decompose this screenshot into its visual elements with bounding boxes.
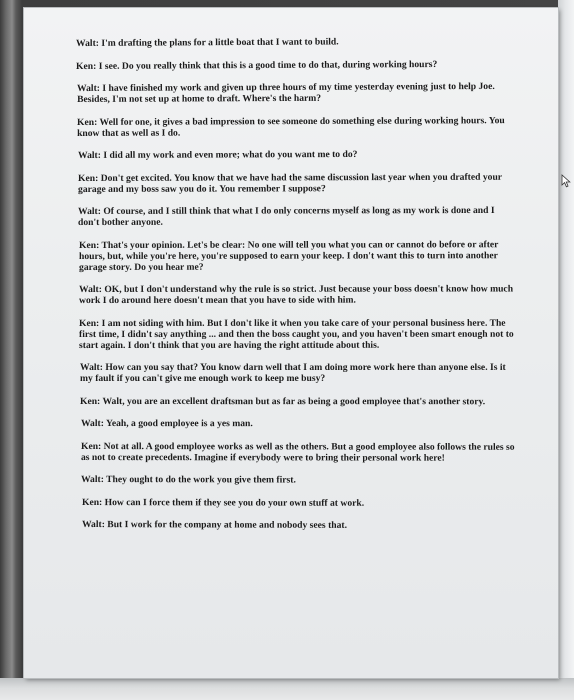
dialogue-line <box>79 317 519 350</box>
utterance-text: Of course, and I still think that what I do only concerns myself as long as my work is done and I don't bother anyone. <box>78 204 495 228</box>
utterance-text: Yeah, a good employee is a yes man. <box>105 418 253 430</box>
dialogue-line <box>78 148 518 161</box>
utterance-text: I did all my work and even more; what do you want me to do? <box>103 148 358 161</box>
dialogue-line <box>80 396 520 407</box>
speaker-name: Ken: <box>79 239 100 251</box>
utterance-text: They ought to do the work you give them first. <box>106 474 296 486</box>
utterance-text: I see. Do you really think that this is a good time to do that, during working hours? <box>98 58 438 72</box>
dialogue-line <box>80 362 520 384</box>
dialogue-line <box>77 115 517 139</box>
mouse-pointer-icon <box>561 174 573 188</box>
speaker-name: Walt: <box>79 283 102 295</box>
speaker-name: Ken: <box>80 440 102 452</box>
dialogue-line <box>81 418 521 429</box>
utterance-text: That's your opinion. Let's be clear: No one will tell you what you can or cannot do before or after hours, but, while you're here, you're supposed to earn your keep. I don't want this to turn into another garage story. Do you hear me? <box>79 238 499 273</box>
dialogue-transcript <box>76 38 516 542</box>
speaker-name: Ken: <box>78 172 99 184</box>
speaker-name: Walt: <box>81 519 105 531</box>
speaker-name: Ken: <box>76 60 97 72</box>
speaker-name: Walt: <box>80 474 104 486</box>
dialogue-line <box>82 519 522 532</box>
utterance-text: But I work for the company at home and nobody sees that. <box>107 519 348 531</box>
dialogue-line <box>76 58 516 71</box>
desk-edge-bottom <box>0 678 574 700</box>
dialogue-line <box>79 239 519 273</box>
utterance-text: How can you say that? You know darn well that I am doing more work here than anyone else. Is it my fault if you can't give me enough work to keep me busy? <box>80 361 506 384</box>
speaker-name: Ken: <box>79 395 101 407</box>
dialogue-line <box>78 171 518 194</box>
speaker-name: Walt: <box>76 37 99 49</box>
utterance-text: Not at all. A good employee works as well as the others. But a good employee also follows the rules so as not to create precedents. Imagine if everybody were to bring their personal work here! <box>80 440 515 464</box>
desk-edge-right <box>558 0 574 700</box>
speaker-name: Walt: <box>77 82 100 94</box>
utterance-text: OK, but I don't understand why the rule is so strict. Just because your boss doesn't know how much work I do around here doesn't mean that you have to side with him. <box>79 283 514 306</box>
dialogue-line <box>77 81 517 105</box>
utterance-text: How can I force them if they see you do your own stuff at work. <box>104 496 365 509</box>
document-page <box>24 8 558 678</box>
utterance-text: Don't get excited. You know that we have had the same discussion last year when you drafted your garage and my boss saw you do it. You remember I suppose? <box>78 171 502 195</box>
utterance-text: I'm drafting the plans for a little boat that I want to build. <box>101 36 339 49</box>
dialogue-line <box>79 283 519 306</box>
utterance-text: I am not siding with him. But I don't like it when you take care of your personal business here. The first time, I didn't say anything ... and then the boss caught you, and you haven't been smart enough not to start again. I don't think that you are having the right attitude about this. <box>79 317 514 351</box>
speaker-name: Ken: <box>79 317 100 329</box>
dialogue-line <box>78 205 518 228</box>
utterance-text: Walt, you are an excellent draftsman but as far as being a good employee that's another story. <box>102 395 486 407</box>
utterance-text: Well for one, it gives a bad impression to see someone do something else during working hours. You know that as well as I do. <box>77 114 505 139</box>
speaker-name: Walt: <box>78 205 101 217</box>
dialogue-line <box>81 474 521 486</box>
speaker-name: Ken: <box>81 496 103 508</box>
speaker-name: Walt: <box>80 361 103 373</box>
dialogue-line <box>76 35 516 49</box>
dialogue-line <box>81 441 521 464</box>
utterance-text: I have finished my work and given up three hours of my time yesterday evening just to help Joe. Besides, I'm not set up at home to draft. Where's the harm? <box>77 80 495 105</box>
speaker-name: Walt: <box>78 149 101 161</box>
dialogue-line <box>82 497 522 509</box>
speaker-name: Ken: <box>77 116 98 128</box>
speaker-name: Walt: <box>80 418 104 430</box>
